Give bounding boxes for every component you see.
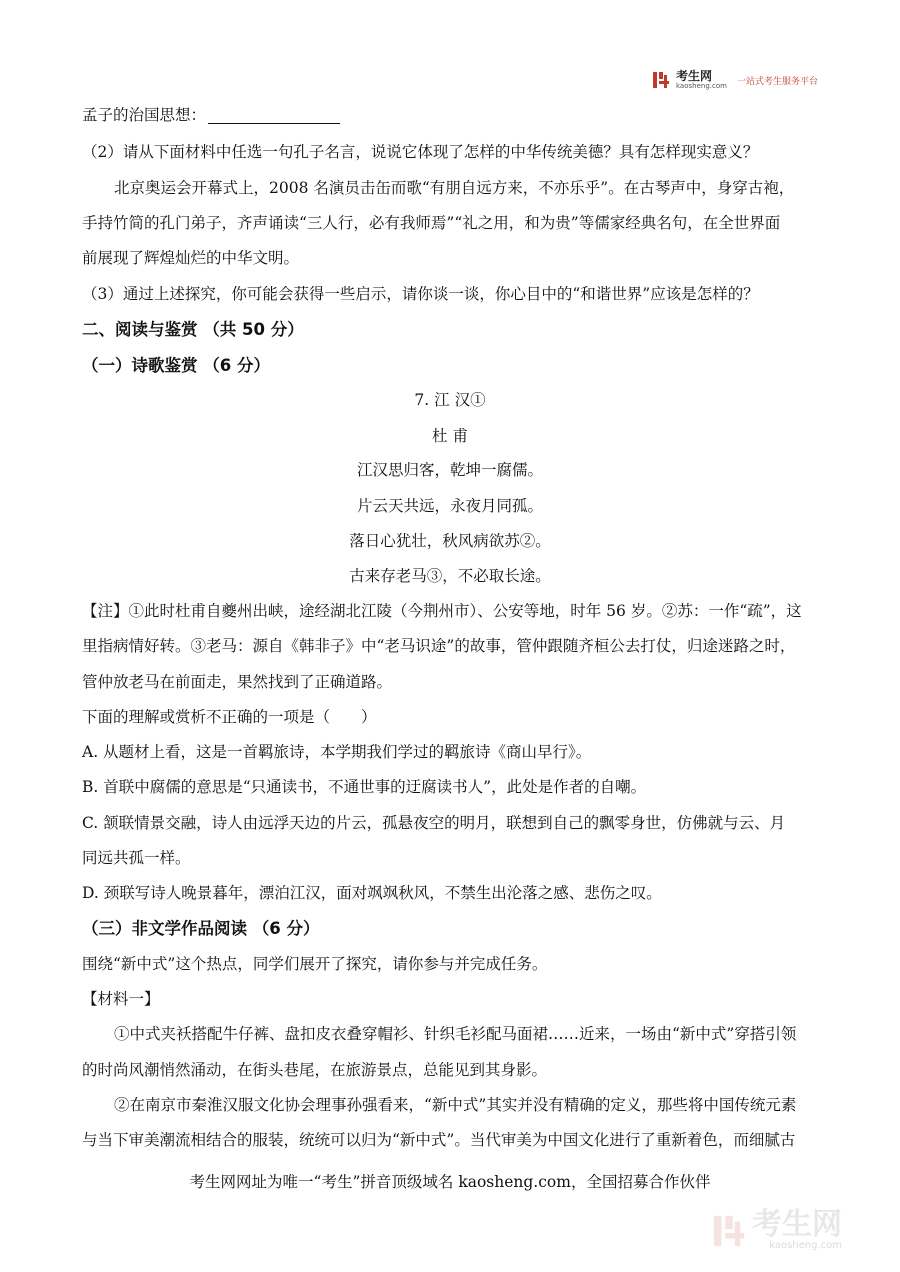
section-heading-nonfiction: （三）非文学作品阅读 （6 分） — [82, 919, 320, 938]
note-line-2: 里指病情好转。③老马：源自《韩非子》中“老马识途”的故事，管仲跟随齐桓公去打仗，归途迷路之时， — [82, 637, 796, 655]
material-line-3: 前展现了辉煌灿烂的中华文明。 — [82, 249, 300, 267]
option-a[interactable]: A. 从题材上看，这是一首羁旅诗，本学期我们学过的羁旅诗《商山早行》。 — [82, 743, 592, 761]
logo-slogan: 一站式考生服务平台 — [736, 76, 818, 87]
question-2: （2）请从下面材料中任选一句孔子名言，说说它体现了怎样的中华传统美德？具有怎样现实意义？ — [82, 143, 759, 161]
question-3: （3）通过上述探究，你可能会获得一些启示，请你谈一谈，你心目中的“和谐世界”应该是怎样的？ — [82, 285, 759, 303]
kaosheng-logo-icon — [652, 70, 670, 90]
poem-author: 杜 甫 — [432, 427, 468, 445]
material-one-para1-line2: 的时尚风潮悄然涌动，在街头巷尾，在旅游景点，总能见到其身影。 — [82, 1061, 548, 1079]
material-one-para2-line2: 与当下审美潮流相结合的服装，统统可以归为“新中式”。当代审美为中国文化进行了重新着色，而细腻古 — [82, 1131, 796, 1149]
material-one-para1-line1: ①中式夹袄搭配牛仔裤、盘扣皮衣叠穿帽衫、针织毛衫配马面裙……近来，一场由“新中式”穿搭引领 — [114, 1025, 797, 1043]
note-line-3: 管仲放老马在前面走，果然找到了正确道路。 — [82, 673, 393, 691]
logo-domain: kaosheng.com — [676, 82, 727, 90]
section-heading-2: 二、阅读与鉴赏 （共 50 分） — [82, 320, 304, 339]
option-b[interactable]: B. 首联中腐儒的意思是“只通读书，不通世事的迂腐读书人”，此处是作者的自嘲。 — [82, 778, 647, 796]
question-prompt: 下面的理解或赏析不正确的一项是（ ） — [82, 708, 377, 726]
section-heading-poem: （一）诗歌鉴赏 （6 分） — [82, 356, 270, 375]
header-logo[interactable] — [652, 70, 818, 90]
watermark-name: 考生网 — [752, 1207, 842, 1242]
option-d[interactable]: D. 颈联写诗人晚景暮年，漂泊江汉，面对飒飒秋风，不禁生出沦落之感、悲伤之叹。 — [82, 884, 662, 902]
poem-title: 7. 江 汉① — [414, 391, 486, 409]
watermark-logo-icon — [712, 1212, 746, 1250]
option-c-continued: 同远共孤一样。 — [82, 849, 191, 867]
nonfiction-intro: 围绕“新中式”这个热点，同学们展开了探究，请你参与并完成任务。 — [82, 955, 548, 973]
material-one-para2-line1: ②在南京市秦淮汉服文化协会理事孙强看来，“新中式”其实并没有精确的定义，那些将中国传统元素 — [114, 1096, 797, 1114]
material-one-label: 【材料一】 — [82, 990, 160, 1008]
poem-line-2: 片云天共远，永夜月同孤。 — [356, 497, 543, 515]
poem-line-1: 江汉思归客，乾坤一腐儒。 — [356, 461, 543, 479]
watermark — [712, 1207, 842, 1251]
option-c[interactable]: C. 颔联情景交融，诗人由远浮天边的片云，孤悬夜空的明月，联想到自己的飘零身世，仿佛就与云、月 — [82, 814, 786, 832]
logo-name: 考生网 — [676, 69, 713, 83]
material-line-2: 手持竹简的孔门弟子，齐声诵读“三人行，必有我师焉”“礼之用，和为贵”等儒家经典名句，在全世界面 — [82, 214, 781, 232]
page-footer: 考生网网址为唯一“考生”拼音顶级域名 kaosheng.com，全国招募合作伙伴 — [189, 1173, 711, 1191]
mencius-line — [82, 108, 340, 124]
material-line-1: 北京奥运会开幕式上，2008 名演员击缶而歌“有朋自远方来，不亦乐乎”。在古琴声中，身穿古袍， — [114, 179, 795, 197]
answer-blank[interactable] — [208, 109, 340, 124]
watermark-domain: kaosheng.com — [769, 1240, 842, 1251]
poem-line-3: 落日心犹壮，秋风病欲苏②。 — [349, 532, 551, 550]
poem-line-4: 古来存老马③，不必取长途。 — [349, 567, 551, 585]
mencius-label: 孟子的治国思想： — [82, 106, 207, 124]
note-line-1: 【注】①此时杜甫自夔州出峡，途经湖北江陵（今荆州市）、公安等地，时年 56 岁。②苏：一作“疏”，这 — [82, 602, 802, 620]
